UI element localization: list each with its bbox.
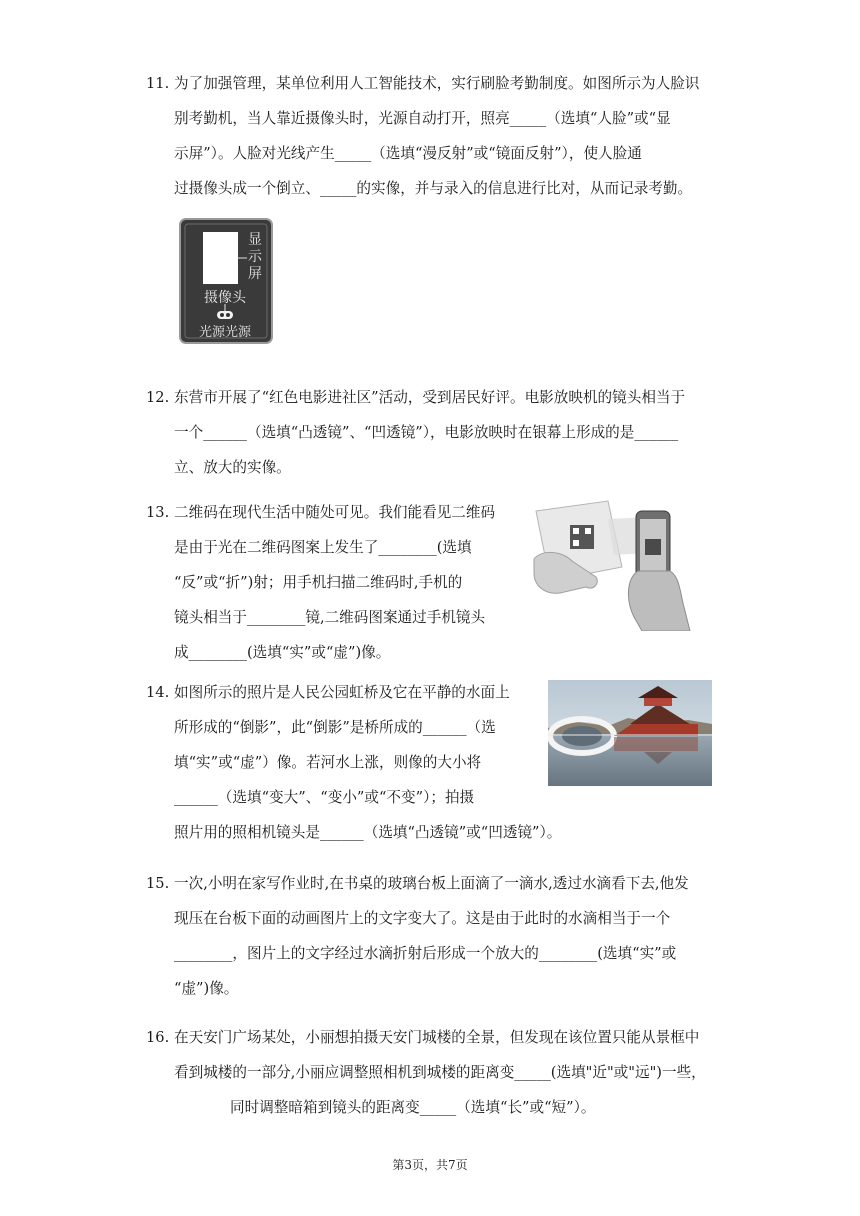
light-source-left-icon <box>220 313 224 317</box>
page-footer: 第3页，共7页 <box>392 1158 468 1172</box>
question-text-line: 填“实”或“虚”）像。若河水上涨，则像的大小将 <box>174 754 482 771</box>
question-text-line: 所形成的“倒影”，此“倒影”是桥所成的______（选 <box>174 719 496 736</box>
question-number: 15. <box>146 875 170 892</box>
screen-label-3: 屏 <box>248 266 262 282</box>
qr-code-mark <box>585 528 591 534</box>
question-text-line: ________，图片上的文字经过水滴折射后形成一个放大的________(选填“实”或 <box>174 945 677 962</box>
qr-code-mark <box>573 528 579 534</box>
question-text-line: ______（选填“变大”、“变小”或“不变”）；拍摄 <box>174 789 475 806</box>
qr-code-mark <box>573 540 579 546</box>
question-text-line: 示屏”）。人脸对光线产生_____（选填“漫反射”或“镜面反射”），使人脸通 <box>174 145 642 162</box>
question-13 <box>146 495 516 670</box>
question-text-line: 同时调整暗箱到镜头的距离变_____（选填“长”或“短”）。 <box>230 1099 596 1116</box>
question-text-line: 成________(选填“实”或“虚”)像。 <box>174 644 391 661</box>
question-text-line: 一个______（选填“凸透镜”、“凹透镜”），电影放映时在银幕上形成的是______ <box>174 424 679 441</box>
question-text-line: 别考勤机，当人靠近摄像头时，光源自动打开，照亮_____（选填“人脸”或“显 <box>174 110 671 127</box>
question-text-line: “虚”)像。 <box>174 980 239 997</box>
screen-label-1: 显 <box>248 232 262 248</box>
camera-lens <box>217 311 233 319</box>
question-number: 16. <box>146 1029 170 1046</box>
question-text-line: “反”或“折”)射；用手机扫描二维码时,手机的 <box>174 574 463 591</box>
attendance-machine-figure <box>179 218 273 344</box>
question-number: 14. <box>146 684 170 701</box>
question-text-line: 是由于光在二维码图案上发生了________(选填 <box>174 539 472 556</box>
question-text-line: 东营市开展了“红色电影进社区”活动，受到居民好评。电影放映机的镜头相当于 <box>174 389 686 406</box>
phone-qr-icon <box>645 539 661 555</box>
camera-label: 摄像头 <box>204 290 246 306</box>
light-source-right-icon <box>226 313 230 317</box>
question-number: 13. <box>146 504 170 521</box>
bridge-reflection-photo <box>548 680 712 786</box>
question-11 <box>146 66 746 206</box>
question-text-line: 在天安门广场某处，小丽想拍摄天安门城楼的全景，但发现在该位置只能从景框中 <box>174 1029 700 1046</box>
question-text-line: 立、放大的实像。 <box>174 459 291 476</box>
pavilion-reflection <box>614 737 698 751</box>
bridge-arch-opening <box>562 726 602 746</box>
question-number: 12. <box>146 389 170 406</box>
question-text-line: 为了加强管理，某单位利用人工智能技术，实行刷脸考勤制度。如图所示为人脸识 <box>174 75 700 92</box>
question-text-line: 过摄像头成一个倒立、_____的实像，并与录入的信息进行比对，从而记录考勤。 <box>174 180 693 197</box>
question-text-line: 现压在台板下面的动画图片上的文字变大了。这是由于此时的水滴相当于一个 <box>174 910 671 927</box>
question-12 <box>146 380 746 485</box>
question-16 <box>146 1020 746 1125</box>
question-number: 11. <box>146 75 170 92</box>
question-text-line: 一次,小明在家写作业时,在书桌的玻璃台板上面滴了一滴水,透过水滴看下去,他发 <box>174 875 689 892</box>
question-text-line: 二维码在现代生活中随处可见。我们能看见二维码 <box>174 504 496 521</box>
qr-scan-photo <box>530 497 702 631</box>
question-text-line: 看到城楼的一部分,小丽应调整照相机到城楼的距离变_____(选填"近"或"远")一些， <box>174 1064 706 1081</box>
question-15 <box>146 866 746 1006</box>
display-screen <box>203 232 238 284</box>
light-source-label: 光源光源 <box>198 325 252 340</box>
question-text-line: 如图所示的照片是人民公园虹桥及它在平静的水面上 <box>174 684 510 701</box>
screen-label-2: 示 <box>248 249 262 265</box>
question-text-line: 镜头相当于________镜,二维码图案通过手机镜头 <box>174 609 486 626</box>
question-text-line: 照片用的照相机镜头是______（选填“凸透镜”或“凹透镜”）。 <box>174 824 562 841</box>
